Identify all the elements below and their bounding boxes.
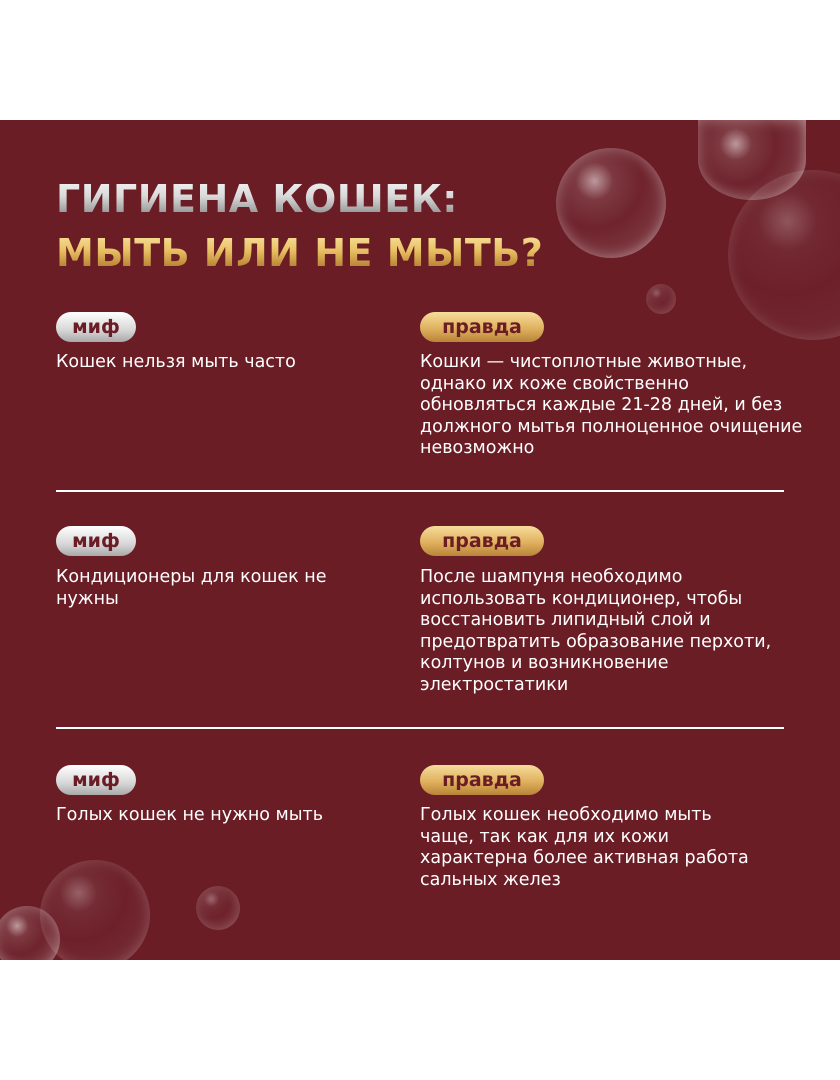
title-line-1: ГИГИЕНА КОШЕК: — [56, 172, 543, 226]
bubble-decoration — [196, 886, 240, 930]
myth-text: Голых кошек не нужно мыть — [56, 805, 324, 825]
truth-text: Голых кошек необходимо мыть чаще, так как для их кожи характерна более активная работа сальных желез — [420, 805, 749, 890]
infographic-card — [0, 120, 840, 960]
bubble-decoration — [556, 148, 666, 258]
myth-badge: миф — [56, 312, 136, 342]
truth-badge: правда — [420, 312, 544, 342]
truth-badge: правда — [420, 526, 544, 556]
myth-text: Кошек нельзя мыть часто — [56, 352, 296, 372]
myth-badge: миф — [56, 765, 136, 795]
page-title — [56, 172, 543, 280]
section-divider — [56, 727, 784, 729]
section-divider — [56, 490, 784, 492]
myth-badge: миф — [56, 526, 136, 556]
myth-text: Кондиционеры для кошек не нужны — [56, 567, 327, 609]
title-line-2 — [56, 226, 543, 280]
truth-text: После шампуня необходимо использовать кондиционер, чтобы восстановить липидный слой и предотвратить образование перхоти, колтунов и возникновение электростатики — [420, 567, 772, 695]
bubble-decoration — [646, 284, 676, 314]
truth-text: Кошки — чистоплотные животные, однако их коже свойственно обновляться каждые 21-28 дней, и без должного мытья полноценное очищение невозможно — [420, 352, 803, 458]
title-line-2-part-2: НЕ МЫТЬ? — [314, 231, 544, 275]
title-line-2-part-1: МЫТЬ ИЛИ — [56, 231, 315, 275]
truth-badge: правда — [420, 765, 544, 795]
